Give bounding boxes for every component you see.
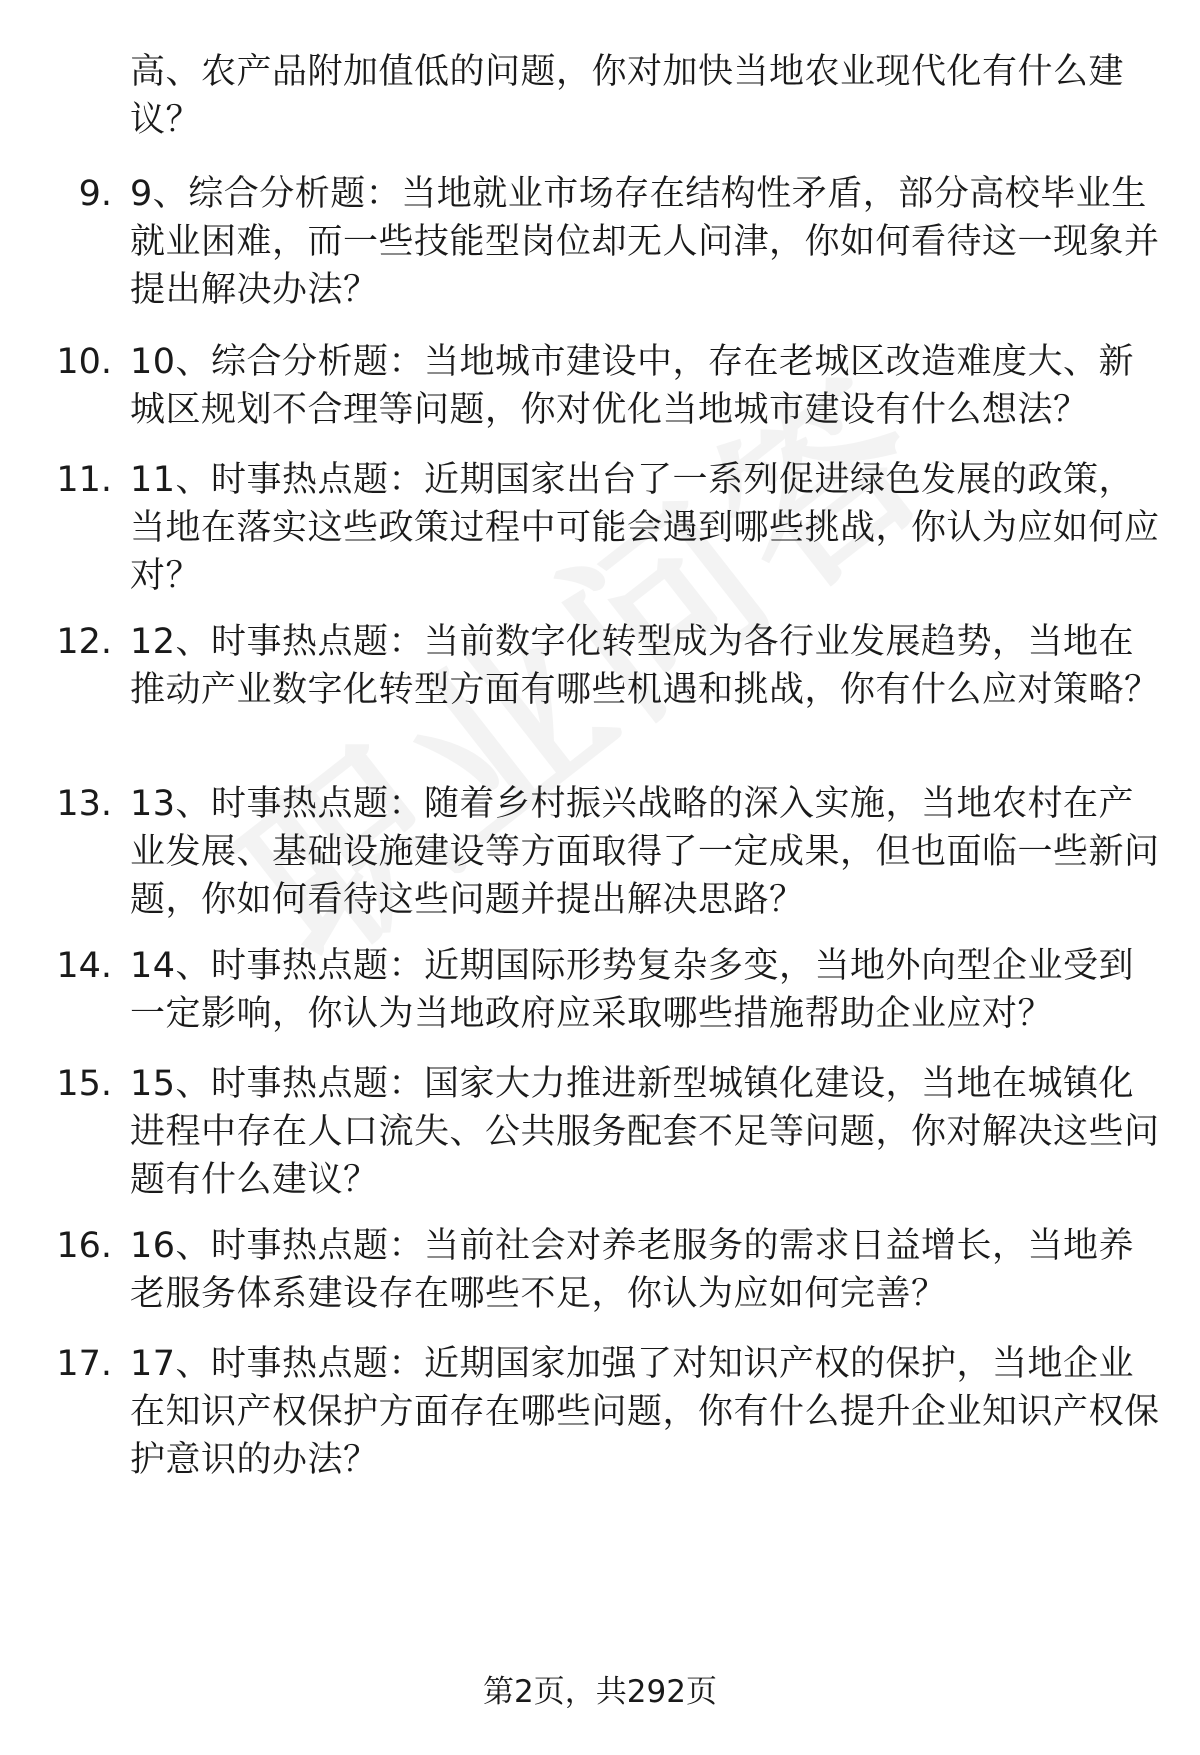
question-number: 13. <box>56 784 112 824</box>
question-text: 11、时事热点题：近期国家出台了一系列促进绿色发展的政策，当地在落实这些政策过程中可能会遇到哪些挑战，你认为应如何应对？ <box>130 460 1160 596</box>
question-text: 17、时事热点题：近期国家加强了对知识产权的保护，当地企业在知识产权保护方面存在哪些问题，你有什么提升企业知识产权保护意识的办法？ <box>130 1344 1160 1480</box>
question-number: 17. <box>56 1344 112 1384</box>
continued-question-text: 高、农产品附加值低的问题，你对加快当地农业现代化有什么建议？ <box>130 52 1125 140</box>
question-number: 9. <box>78 174 112 214</box>
question-text: 9、综合分析题：当地就业市场存在结构性矛盾，部分高校毕业生就业困难，而一些技能型岗位却无人问津，你如何看待这一现象并提出解决办法？ <box>130 174 1160 310</box>
question-text: 16、时事热点题：当前社会对养老服务的需求日益增长，当地养老服务体系建设存在哪些不足，你认为应如何完善？ <box>130 1226 1135 1314</box>
question-text: 10、综合分析题：当地城市建设中，存在老城区改造难度大、新城区规划不合理等问题，你对优化当地城市建设有什么想法？ <box>130 342 1135 430</box>
question-text: 13、时事热点题：随着乡村振兴战略的深入实施，当地农村在产业发展、基础设施建设等方面取得了一定成果，但也面临一些新问题，你如何看待这些问题并提出解决思路？ <box>130 784 1160 920</box>
question-number: 16. <box>56 1226 112 1266</box>
page-footer: 第2页，共292页 <box>483 1674 717 1710</box>
question-text: 15、时事热点题：国家大力推进新型城镇化建设，当地在城镇化进程中存在人口流失、公共服务配套不足等问题，你对解决这些问题有什么建议？ <box>130 1064 1160 1200</box>
question-text: 14、时事热点题：近期国际形势复杂多变，当地外向型企业受到一定影响，你认为当地政府应采取哪些措施帮助企业应对？ <box>130 946 1135 1034</box>
question-number: 15. <box>56 1064 112 1104</box>
question-number: 11. <box>56 460 112 500</box>
question-number: 10. <box>56 342 112 382</box>
question-number: 12. <box>56 622 112 662</box>
question-number: 14. <box>56 946 112 986</box>
question-text: 12、时事热点题：当前数字化转型成为各行业发展趋势，当地在推动产业数字化转型方面有哪些机遇和挑战，你有什么应对策略？ <box>130 622 1160 710</box>
